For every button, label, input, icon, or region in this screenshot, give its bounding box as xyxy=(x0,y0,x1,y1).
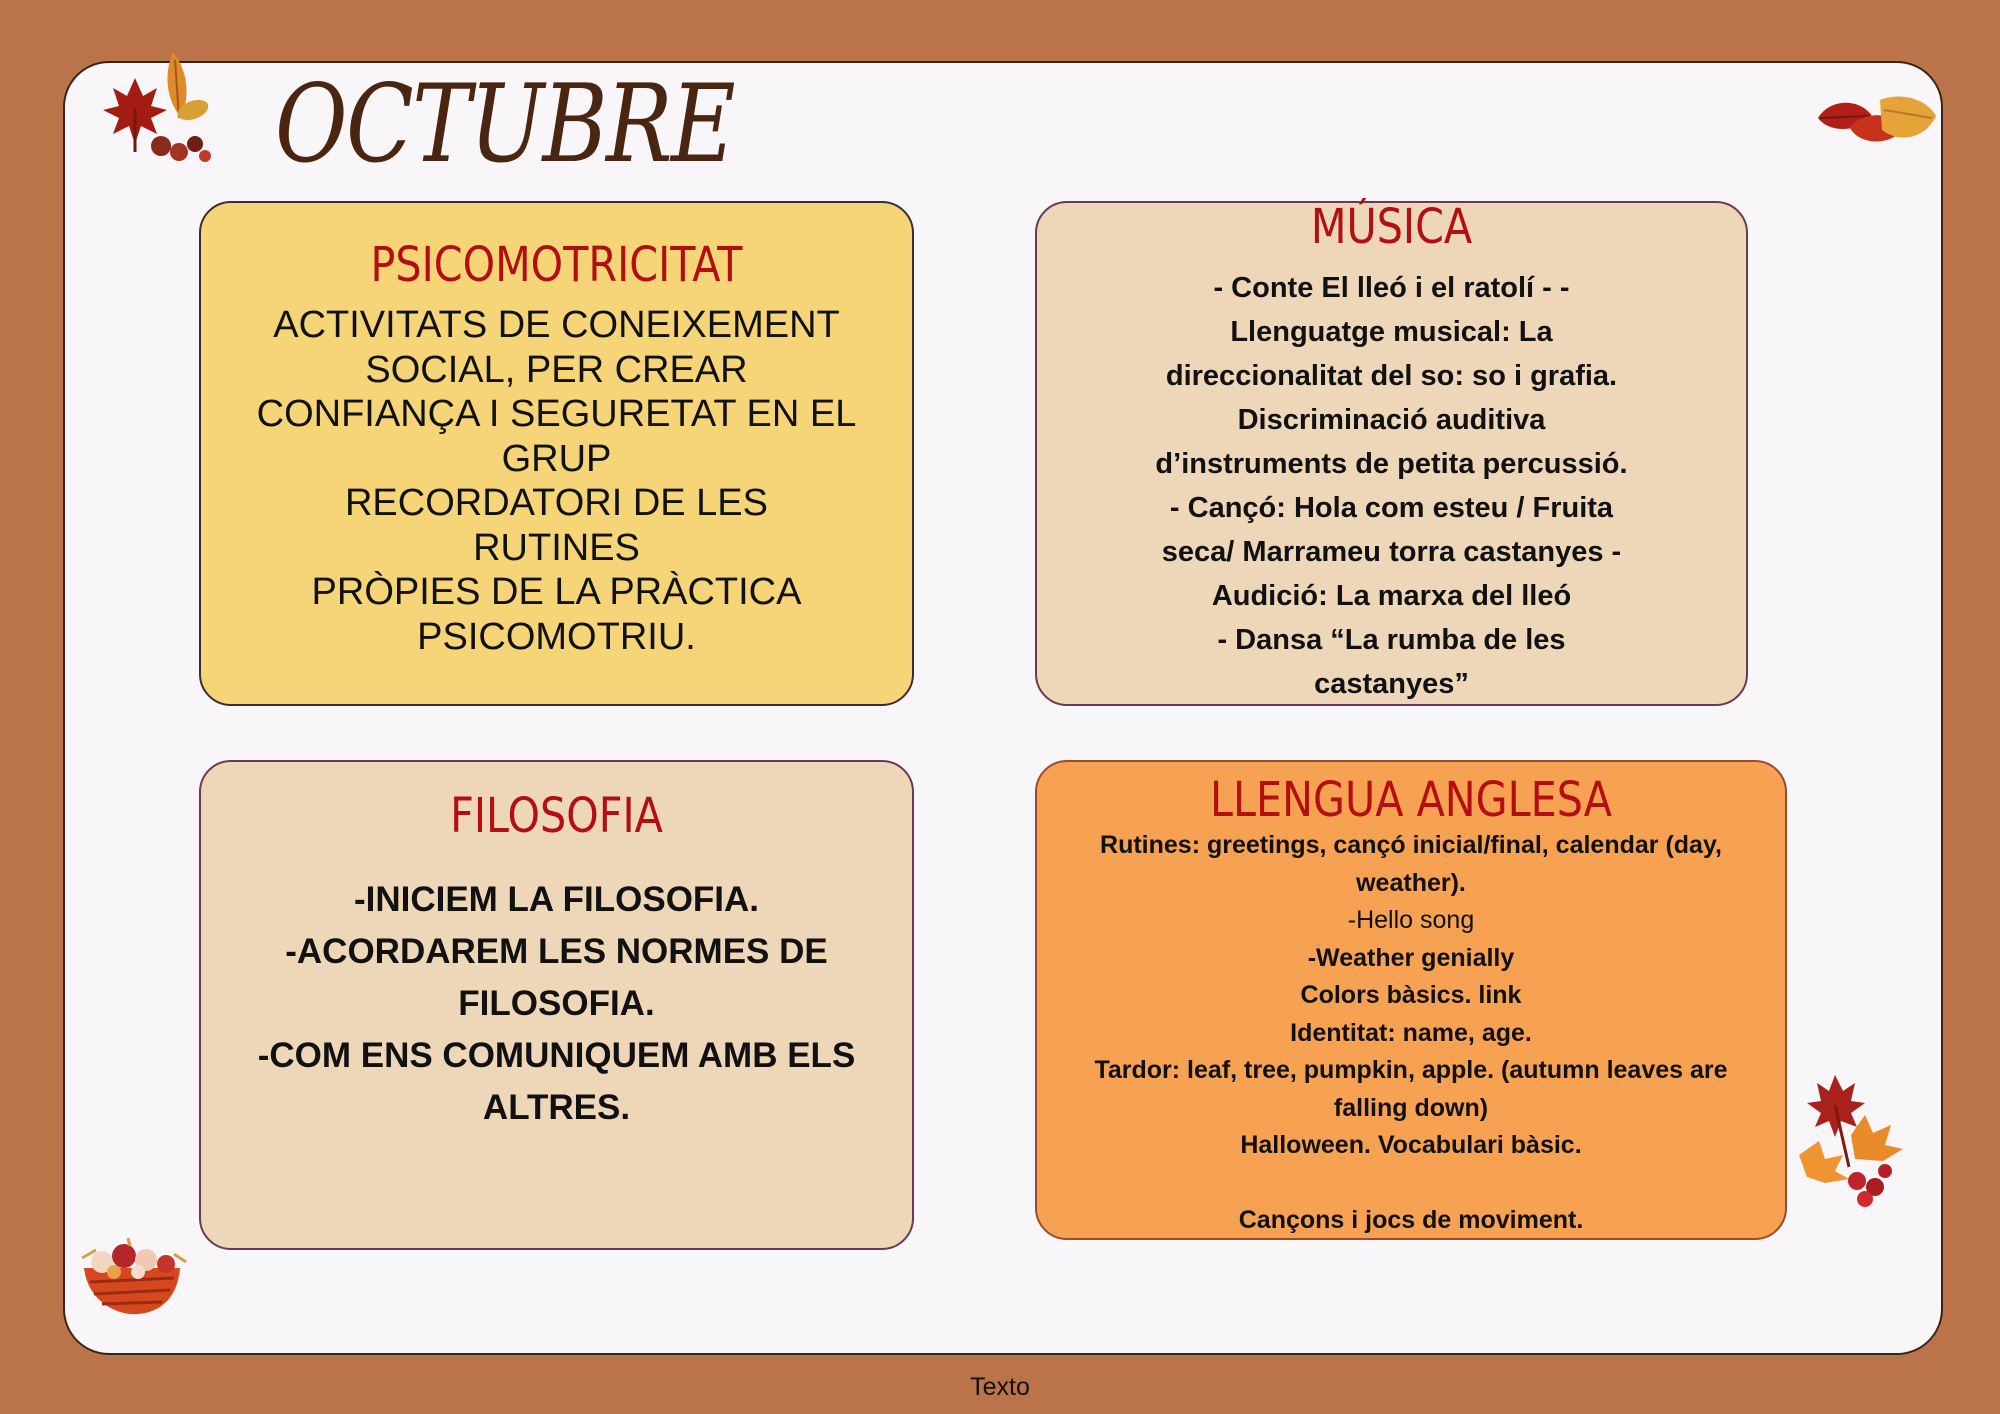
musica-title: MÚSICA xyxy=(1310,199,1473,255)
musica-line: d’instruments de petita percussió. xyxy=(1155,448,1628,480)
musica-body xyxy=(1047,266,1736,706)
llengua-anglesa-title: LLENGUA ANGLESA xyxy=(1210,772,1612,828)
psicomotricitat-body xyxy=(211,303,902,659)
filosofia-line: -INICIEM LA FILOSOFIA. xyxy=(353,880,760,919)
psicomotricitat-line: GRUP xyxy=(501,437,612,480)
llengua-anglesa-line xyxy=(1041,1165,1781,1203)
musica-line: direccionalitat del so: so i grafia. xyxy=(1165,360,1618,392)
psicomotricitat-line: ACTIVITATS DE CONEIXEMENT xyxy=(273,304,840,346)
filosofia-line: ALTRES. xyxy=(482,1088,631,1127)
filosofia-card xyxy=(199,760,914,1250)
psicomotricitat-line: PRÒPIES DE LA PRÀCTICA xyxy=(311,571,802,613)
llengua-anglesa-line: Tardor: leaf, tree, pumpkin, apple. (autumn leaves are xyxy=(1094,1056,1728,1084)
llengua-anglesa-line: Halloween. Vocabulari bàsic. xyxy=(1240,1131,1582,1159)
psicomotricitat-line: CONFIANÇA I SEGURETAT EN EL xyxy=(256,393,857,435)
filosofia-body xyxy=(211,874,902,1134)
filosofia-line: FILOSOFIA. xyxy=(458,984,655,1023)
psicomotricitat-card xyxy=(199,201,914,706)
autumn-leaves-top-right-icon xyxy=(1810,88,1940,163)
filosofia-line: -ACORDAREM LES NORMES DE xyxy=(285,932,828,971)
llengua-anglesa-line: -Weather genially xyxy=(1307,943,1515,972)
autumn-leaves-top-left-icon xyxy=(95,48,215,163)
musica-line: - Dansa “La rumba de les xyxy=(1217,624,1566,656)
musica-card xyxy=(1035,201,1748,706)
filosofia-line: -COM ENS COMUNIQUEM AMB ELS xyxy=(257,1036,856,1075)
filosofia-title: FILOSOFIA xyxy=(450,788,663,844)
musica-line: castanyes” xyxy=(1314,668,1469,700)
psicomotricitat-title: PSICOMOTRICITAT xyxy=(370,237,743,293)
musica-line: Audició: La marxa del lleó xyxy=(1211,580,1572,612)
musica-line: seca/ Marrameu torra castanyes - xyxy=(1161,536,1622,568)
psicomotricitat-line: RUTINES xyxy=(473,526,640,569)
month-title: OCTUBRE xyxy=(275,62,734,187)
llengua-anglesa-line: Cançons i jocs de moviment. xyxy=(1238,1206,1584,1234)
llengua-anglesa-line: Rutines: greetings, cançó inicial/final, calendar (day, xyxy=(1100,831,1722,859)
llengua-anglesa-line: Colors bàsics. link xyxy=(1300,981,1522,1009)
llengua-anglesa-line: -Hello song xyxy=(1347,906,1475,934)
flower-basket-icon xyxy=(78,1228,188,1318)
musica-line: - Cançó: Hola com esteu / Fruita xyxy=(1169,492,1614,524)
psicomotricitat-line: RECORDATORI DE LES xyxy=(344,482,768,524)
llengua-anglesa-card xyxy=(1035,760,1787,1240)
autumn-leaves-right-icon xyxy=(1795,1075,1915,1215)
psicomotricitat-line: SOCIAL, PER CREAR xyxy=(365,348,748,391)
musica-line: Discriminació auditiva xyxy=(1237,404,1546,436)
musica-line: Llenguatge musical: La xyxy=(1230,316,1553,348)
footer-text: Texto xyxy=(970,1373,1030,1401)
llengua-anglesa-body xyxy=(1041,827,1781,1240)
llengua-anglesa-line: Identitat: name, age. xyxy=(1290,1018,1532,1047)
llengua-anglesa-line: falling down) xyxy=(1333,1093,1489,1122)
llengua-anglesa-line: weather). xyxy=(1356,868,1466,897)
psicomotricitat-line: PSICOMOTRIU. xyxy=(417,615,696,658)
musica-line: - Conte El lleó i el ratolí - - xyxy=(1213,272,1570,304)
